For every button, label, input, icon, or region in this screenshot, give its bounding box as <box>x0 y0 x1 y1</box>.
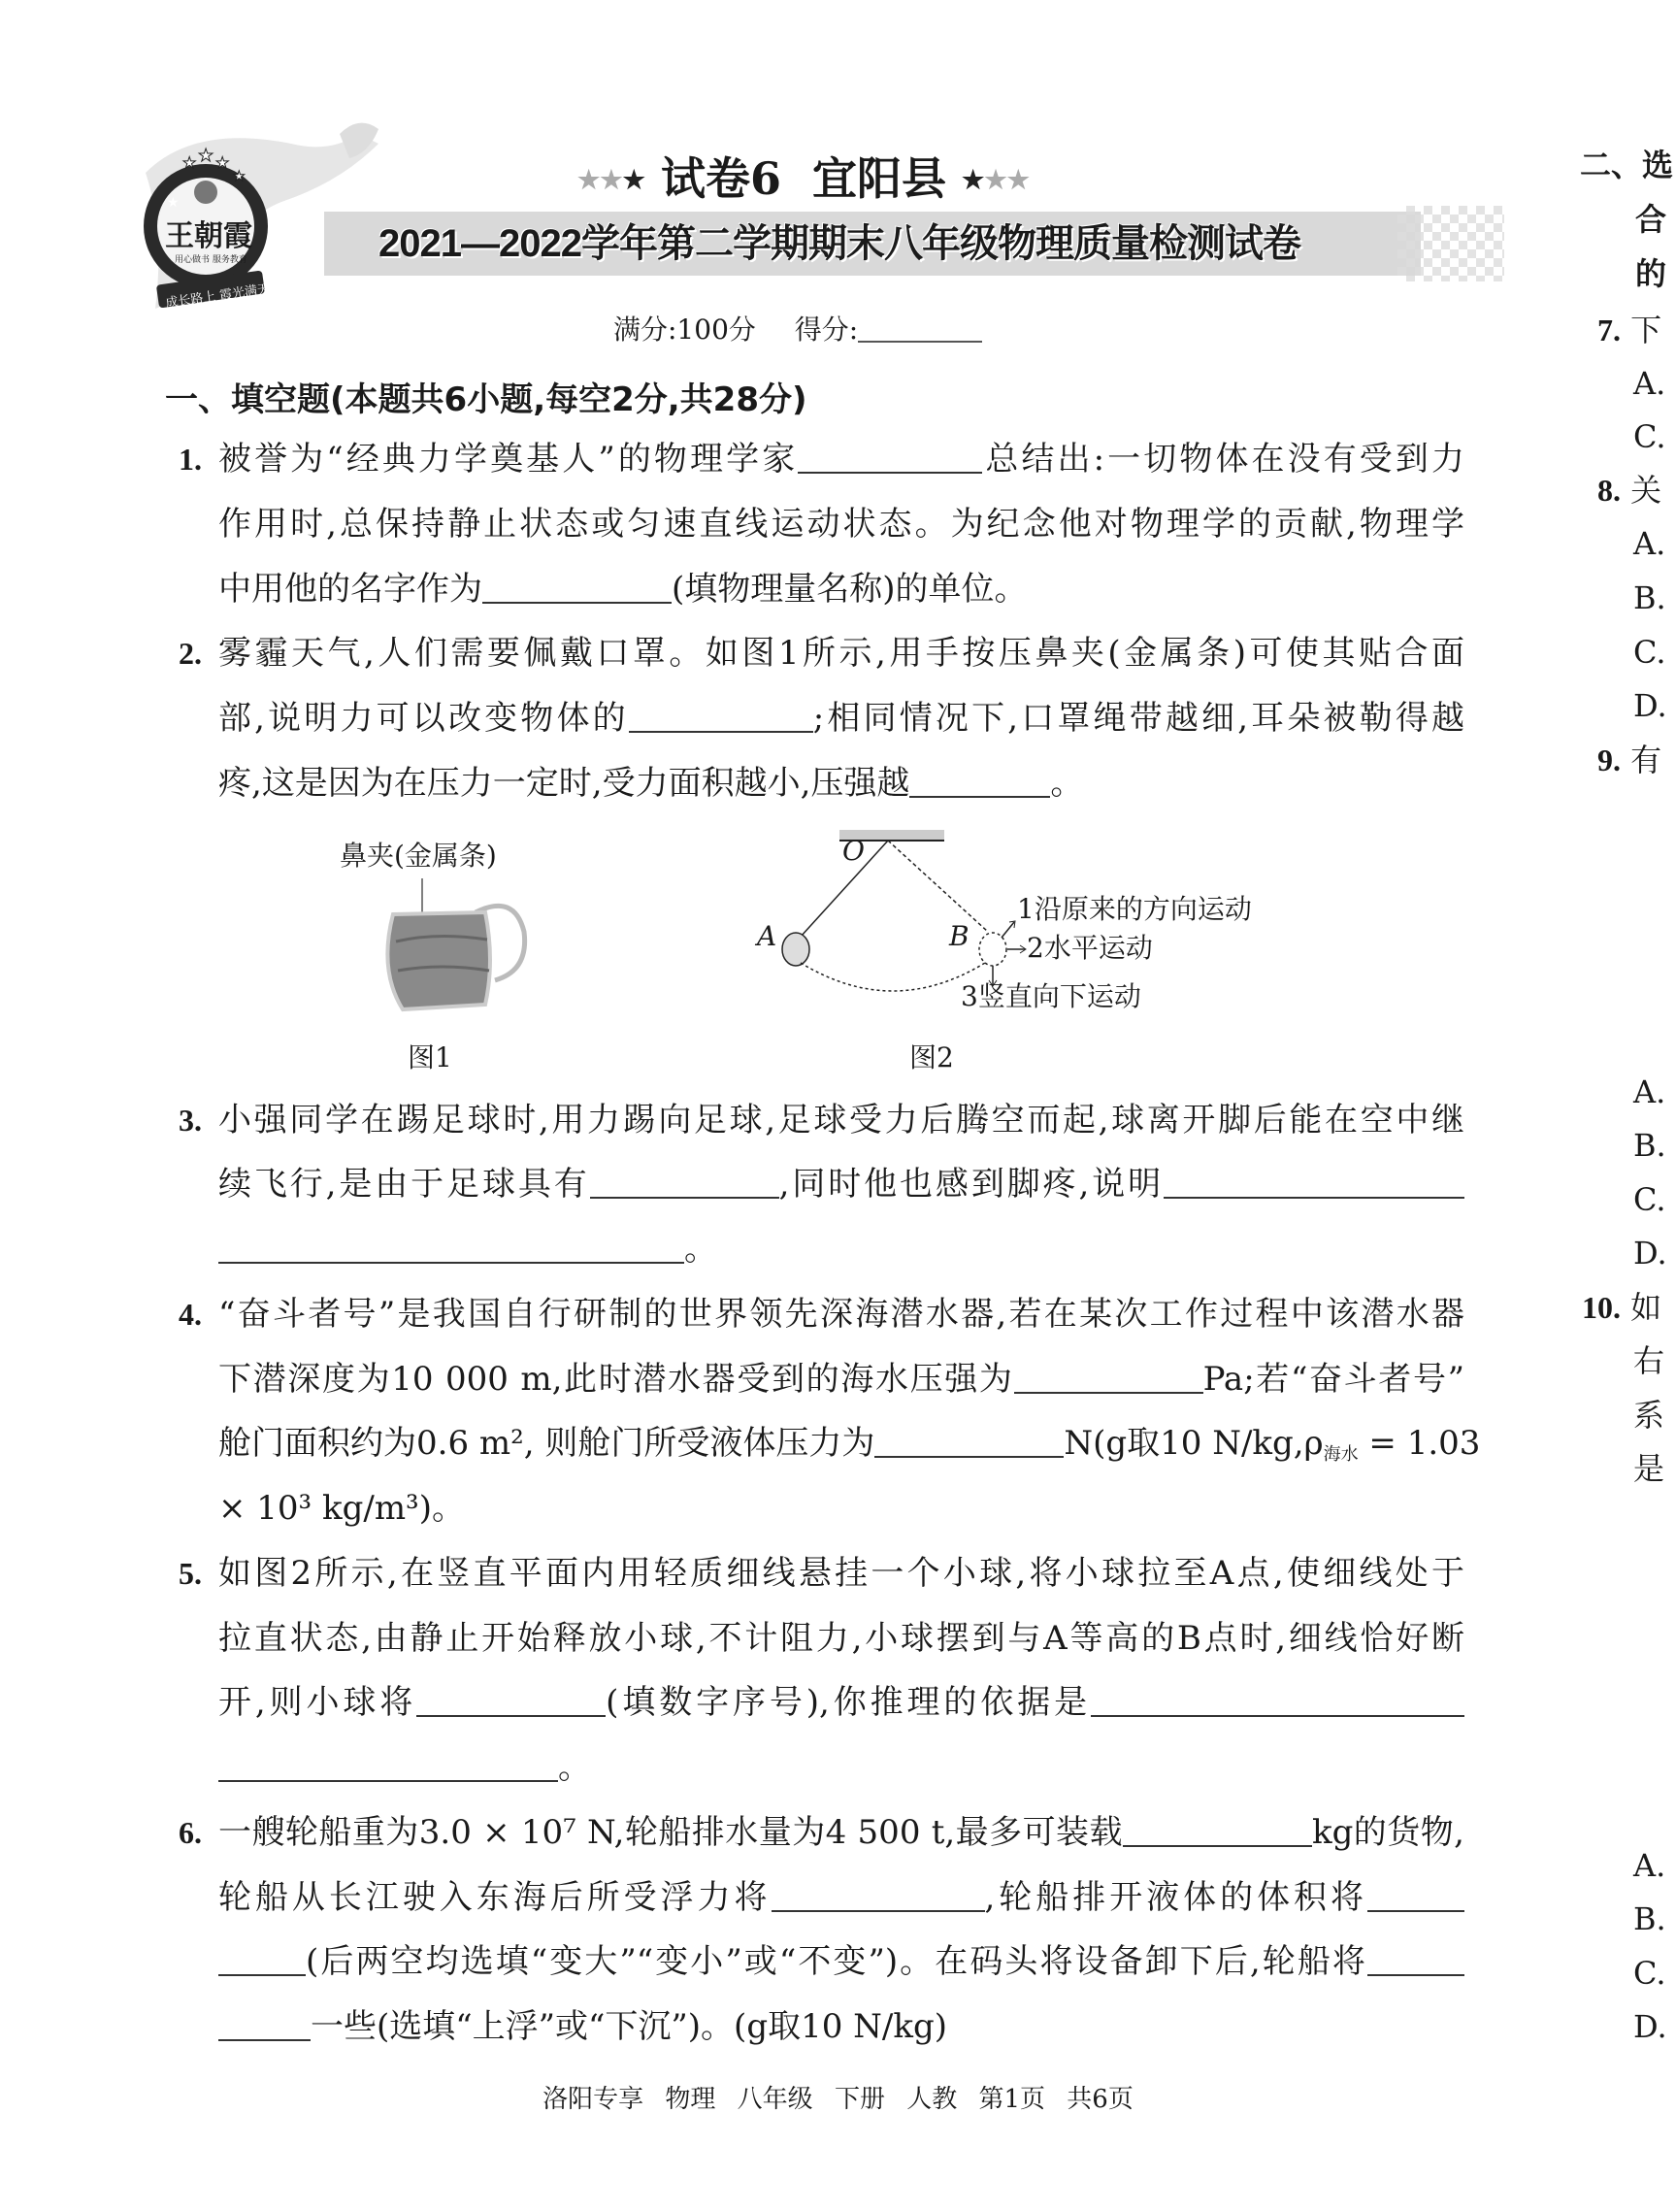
question-number: 9. <box>1597 743 1621 777</box>
question-line <box>218 438 1464 480</box>
section2-heading: 二、选 <box>1580 147 1674 183</box>
svg-text:★: ★ <box>198 146 214 166</box>
answer-blank[interactable] <box>1367 1877 1464 1912</box>
text: 有 <box>1630 742 1662 778</box>
answer-blank[interactable] <box>874 1423 1064 1458</box>
logo-ribbon: 成长路上 霞光满天 <box>164 281 271 312</box>
checker-decoration <box>1397 206 1504 281</box>
ball-a <box>782 933 809 966</box>
question-text: 是 <box>1633 1450 1665 1487</box>
text: 一些(选填“上浮”或“下沉”)。(g取10 N/kg) <box>311 2007 947 2046</box>
text: 小强同学在踢足球时,用力踢向足球,足球受力后腾空而起,球离开脚后能在空中继 <box>218 1101 1464 1139</box>
question-line <box>218 762 1464 805</box>
option-1-label: 1沿原来的方向运动 <box>1017 893 1252 925</box>
point-a-label: A <box>757 920 777 952</box>
score-label: 得分: <box>794 314 859 346</box>
question-line <box>218 632 1464 675</box>
text: 关 <box>1630 472 1662 509</box>
question-number: 3. <box>179 1103 202 1138</box>
text: 拉直状态,由静止开始释放小球,不计阻力,小球摆到与A等高的B点时,细线恰好断 <box>218 1619 1464 1658</box>
question-line <box>218 697 1464 740</box>
question-line <box>218 1358 1464 1401</box>
question-10 <box>1582 1288 1661 1327</box>
point-o-label: O <box>842 835 865 867</box>
option[interactable]: A. <box>1633 1073 1666 1110</box>
full-score: 满分:100分 <box>613 314 756 346</box>
score-line <box>613 309 982 347</box>
question-number: 4. <box>179 1297 202 1332</box>
answer-blank[interactable] <box>218 1229 684 1264</box>
answer-blank[interactable] <box>629 698 813 733</box>
point-b-label: B <box>949 920 969 952</box>
text: 下 <box>1630 312 1662 348</box>
text: 。 <box>1050 764 1084 803</box>
page-footer: 洛阳专享 物理 八年级 下册 人教 第1页 共6页 <box>542 2085 1134 2114</box>
question-line <box>218 1487 1464 1530</box>
svg-text:★: ★ <box>215 153 230 172</box>
question-number: 6. <box>179 1815 202 1850</box>
text: 一艘轮船重为3.0 × 10⁷ N,轮船排水量为4 500 t,最多可装载 <box>218 1813 1123 1852</box>
text: × 10³ kg/m³)。 <box>218 1489 465 1528</box>
fig1-caption: 图1 <box>408 1041 452 1073</box>
question-line <box>218 1811 1464 1854</box>
question-9 <box>1597 741 1661 779</box>
option[interactable]: B. <box>1633 579 1666 616</box>
answer-blank[interactable] <box>482 569 672 604</box>
text: 被誉为“经典力学奠基人”的物理学家 <box>218 440 799 479</box>
answer-blank[interactable] <box>1091 1682 1464 1717</box>
question-7 <box>1597 311 1661 349</box>
option[interactable]: A. <box>1633 1847 1666 1884</box>
option[interactable]: B. <box>1633 1127 1666 1164</box>
text: 作用时,总保持静止状态或匀速直线运动状态。为纪念他对物理学的贡献,物理学 <box>218 505 1464 544</box>
question-8 <box>1597 471 1661 510</box>
text: (填物理量名称)的单位。 <box>672 570 1028 609</box>
question-number: 2. <box>179 636 202 671</box>
option[interactable]: D. <box>1633 1235 1667 1271</box>
section2-text: 合 <box>1635 201 1667 238</box>
answer-blank[interactable] <box>218 2006 311 2041</box>
text: 总结出:一切物体在没有受到力 <box>982 440 1464 479</box>
score-blank[interactable] <box>858 314 982 343</box>
option[interactable]: C. <box>1633 1181 1666 1218</box>
text: (后两空均选填“变大”“变小”或“不变”)。在码头将设备卸下后,轮船将 <box>306 1942 1367 1981</box>
text: ,轮船排开液体的体积将 <box>984 1878 1367 1917</box>
text: 。 <box>684 1230 717 1269</box>
question-line <box>218 1552 1464 1595</box>
question-line <box>218 1099 1464 1141</box>
answer-blank[interactable] <box>1014 1359 1203 1394</box>
option[interactable]: B. <box>1633 1900 1666 1937</box>
subscript: 海水 <box>1323 1444 1359 1465</box>
answer-blank[interactable] <box>416 1682 606 1717</box>
exam-title <box>577 144 1030 208</box>
text: 舱门面积约为0.6 m², 则舱门所受液体压力为 <box>218 1424 875 1463</box>
text: Pa;若“奋斗者号” <box>1202 1360 1464 1399</box>
option[interactable]: A. <box>1633 525 1666 562</box>
question-line <box>218 1293 1464 1336</box>
question-line <box>218 1422 1481 1465</box>
question-text: 右 <box>1633 1342 1665 1379</box>
question-number: 10. <box>1582 1290 1621 1325</box>
question-line <box>218 1163 1464 1205</box>
option[interactable]: D. <box>1633 687 1667 724</box>
stars-left-icon: ★★ <box>577 166 623 195</box>
question-line <box>218 1228 1464 1271</box>
text: 如图2所示,在竖直平面内用轻质细线悬挂一个小球,将小球拉至A点,使细线处于 <box>218 1554 1464 1593</box>
question-line <box>218 1617 1464 1660</box>
text: kg的货物, <box>1311 1813 1464 1852</box>
option[interactable]: C. <box>1633 1955 1666 1992</box>
fig2-caption: 图2 <box>909 1041 954 1073</box>
question-line <box>218 1746 1464 1789</box>
logo-motto: 用心做书 服务教育 <box>175 255 247 265</box>
question-line <box>218 1940 1464 1983</box>
question-line <box>218 568 1464 611</box>
option[interactable]: C. <box>1633 634 1666 671</box>
question-text: 系 <box>1633 1397 1665 1434</box>
text: 疼,这是因为在压力一定时,受力面积越小,压强越 <box>218 764 910 803</box>
section2-text: 的 <box>1635 255 1667 292</box>
answer-blank[interactable] <box>1367 1941 1464 1976</box>
question-number: 8. <box>1597 473 1621 508</box>
option-3-label: 3竖直向下运动 <box>961 980 1141 1012</box>
svg-text:★: ★ <box>182 153 197 172</box>
text: ;相同情况下,口罩绳带越细,耳朵被勒得越 <box>812 699 1464 738</box>
star-icon: ★ <box>962 166 985 195</box>
text: “奋斗者号”是我国自行研制的世界领先深海潜水器,若在某次工作过程中该潜水器 <box>218 1295 1464 1334</box>
text: 续飞行,是由于足球具有 <box>218 1165 590 1204</box>
section-heading: 一、填空题(本题共6小题,每空2分,共28分) <box>165 380 807 419</box>
svg-text:★: ★ <box>233 169 246 184</box>
text: 轮船从长江驶入东海后所受浮力将 <box>218 1878 772 1917</box>
exam-subtitle: 2021—2022学年第二学期期末八年级物理质量检测试卷 <box>378 222 1300 265</box>
option[interactable]: D. <box>1633 2008 1667 2045</box>
answer-blank[interactable] <box>909 763 1050 798</box>
star-icon: ★ <box>622 166 645 195</box>
answer-blank[interactable] <box>218 1747 558 1782</box>
text: N(g取10 N/kg,ρ <box>1064 1424 1324 1463</box>
text: 中用他的名字作为 <box>218 570 482 609</box>
question-number: 7. <box>1597 313 1621 347</box>
text: = 1.03 <box>1358 1424 1481 1463</box>
option-2-label: 2水平运动 <box>1027 932 1153 964</box>
fig1-label: 鼻夹(金属条) <box>340 840 497 872</box>
text: 如 <box>1630 1289 1662 1326</box>
text: 部,说明力可以改变物体的 <box>218 699 629 738</box>
text: 雾霾天气,人们需要佩戴口罩。如图1所示,用手按压鼻夹(金属条)可使其贴合面 <box>218 634 1464 673</box>
text: ,同时他也感到脚疼,说明 <box>778 1165 1164 1204</box>
svg-text:★: ★ <box>167 195 180 211</box>
answer-blank[interactable] <box>590 1164 779 1199</box>
question-number: 5. <box>179 1556 202 1591</box>
question-number: 1. <box>179 442 202 477</box>
question-line <box>218 2005 1464 2048</box>
stars-right-icon: ★★ <box>984 166 1030 195</box>
text: 。 <box>558 1748 591 1787</box>
text: 开,则小球将 <box>218 1683 417 1722</box>
option[interactable]: A. <box>1633 365 1666 402</box>
question-line <box>218 1681 1464 1724</box>
answer-blank[interactable] <box>772 1877 985 1912</box>
option[interactable]: C. <box>1633 418 1666 455</box>
answer-blank[interactable] <box>798 439 982 474</box>
answer-blank[interactable] <box>1123 1812 1312 1847</box>
text: 下潜深度为10 000 m,此时潜水器受到的海水压强为 <box>218 1360 1014 1399</box>
question-line <box>218 503 1464 545</box>
question-line <box>218 1876 1464 1919</box>
answer-blank[interactable] <box>218 1941 306 1976</box>
answer-blank[interactable] <box>1164 1164 1464 1199</box>
logo-name: 王朝霞 <box>165 219 252 253</box>
mask-illustration <box>369 874 543 1019</box>
text: (填数字序号),你推理的依据是 <box>606 1683 1091 1722</box>
exam-title-text: 试卷6 宜阳县 <box>660 152 946 205</box>
